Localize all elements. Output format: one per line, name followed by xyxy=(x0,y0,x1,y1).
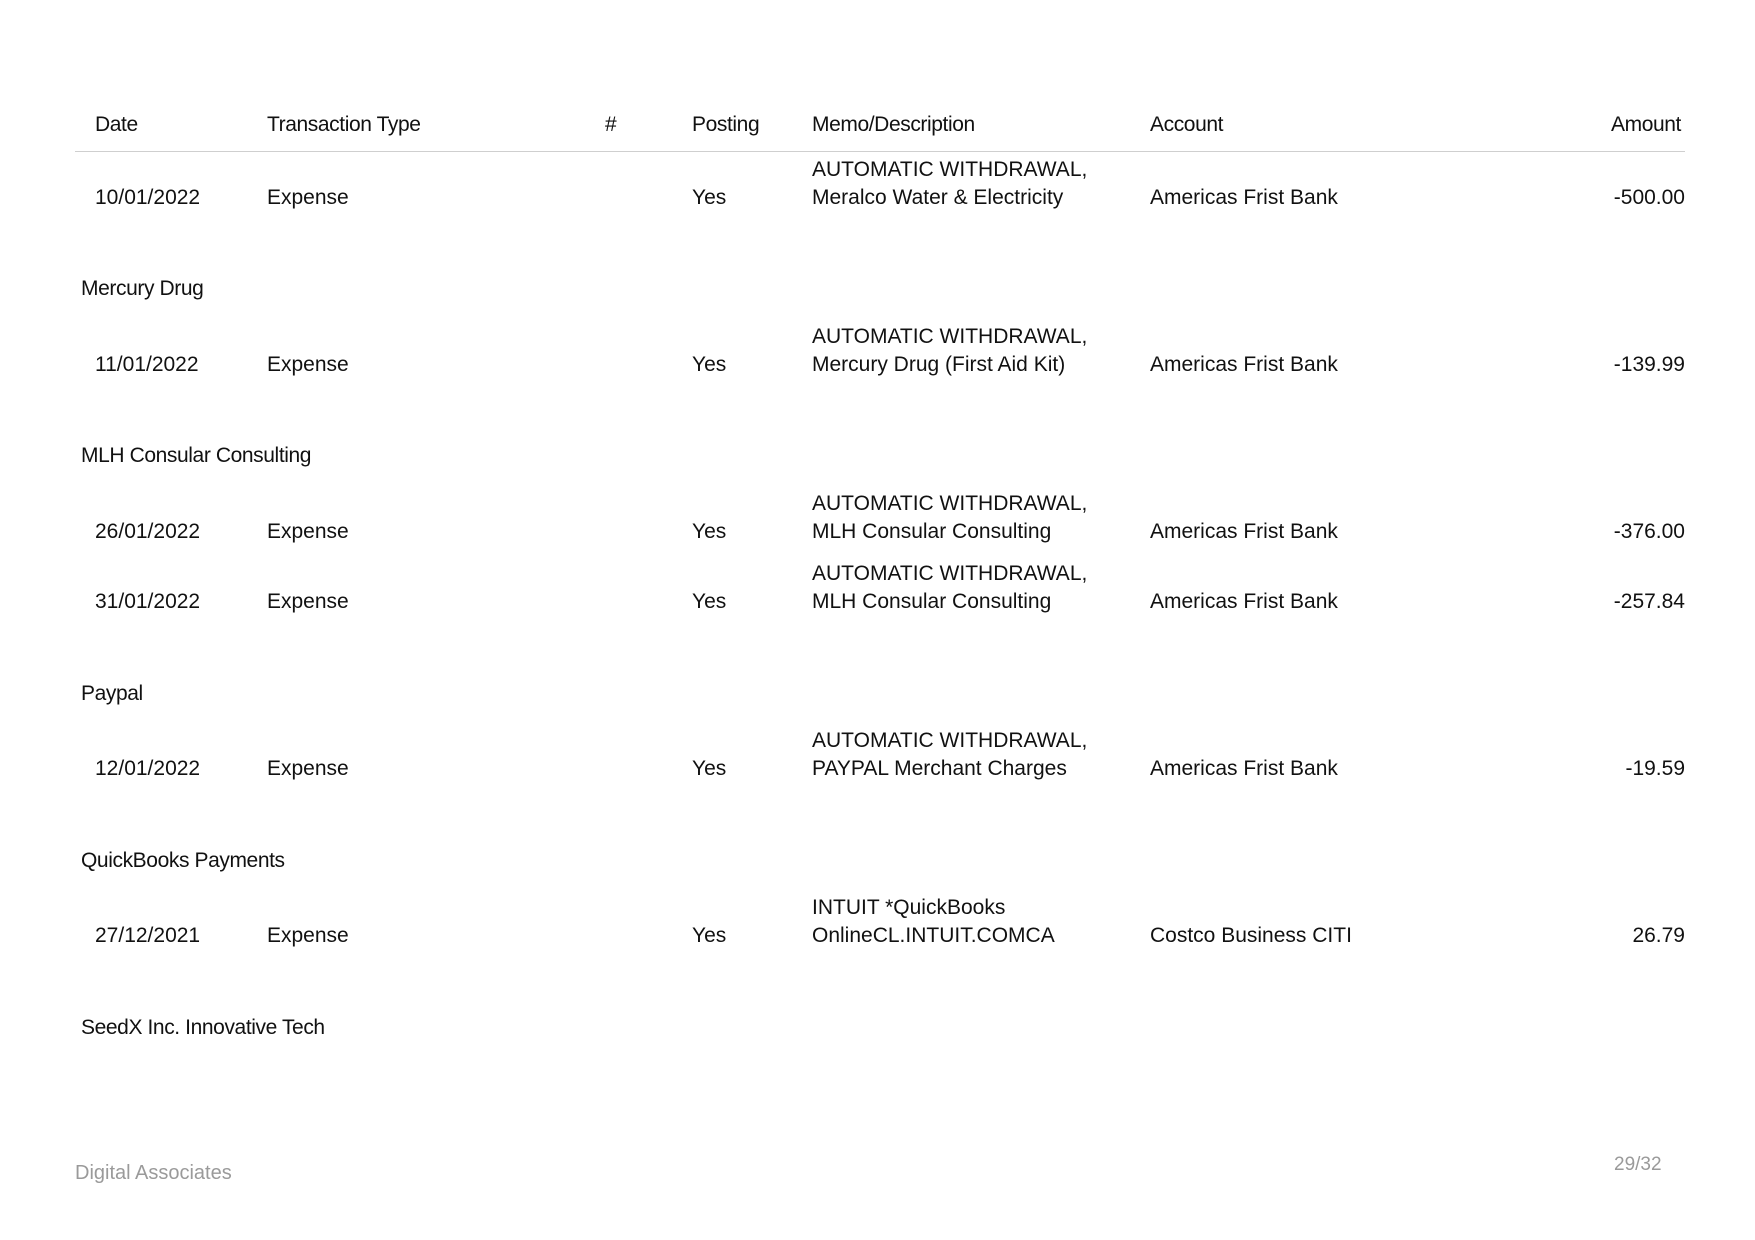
table-row xyxy=(75,889,1685,951)
column-header-memo: Memo/Description xyxy=(812,113,975,136)
cell-memo-line2: Meralco Water & Electricity xyxy=(812,186,1064,209)
cell-transaction-type: Expense xyxy=(267,520,349,543)
table-row xyxy=(75,722,1685,784)
table-row xyxy=(75,318,1685,380)
group-title-quickbooks-payments: QuickBooks Payments xyxy=(81,849,285,872)
table-header xyxy=(75,105,1685,152)
cell-memo-line1: AUTOMATIC WITHDRAWAL, xyxy=(812,158,1088,181)
cell-posting: Yes xyxy=(692,186,727,209)
cell-amount: -376.00 xyxy=(1613,520,1685,543)
cell-date: 12/01/2022 xyxy=(95,757,201,780)
table-row xyxy=(75,485,1685,547)
cell-memo-line2: Mercury Drug (First Aid Kit) xyxy=(812,353,1066,376)
cell-memo-line1: AUTOMATIC WITHDRAWAL, xyxy=(812,325,1088,348)
cell-account: Americas Frist Bank xyxy=(1150,757,1338,780)
group-title-mercury-drug: Mercury Drug xyxy=(81,277,204,300)
cell-memo-line1: INTUIT *QuickBooks xyxy=(812,896,1006,919)
cell-amount: -257.84 xyxy=(1613,590,1685,613)
cell-transaction-type: Expense xyxy=(267,757,349,780)
column-header-posting: Posting xyxy=(692,113,760,136)
cell-account: Americas Frist Bank xyxy=(1150,186,1338,209)
cell-account: Americas Frist Bank xyxy=(1150,520,1338,543)
table-row xyxy=(75,151,1685,213)
cell-amount: 26.79 xyxy=(1632,924,1685,947)
cell-account: Costco Business CITI xyxy=(1150,924,1352,947)
cell-transaction-type: Expense xyxy=(267,186,349,209)
cell-date: 31/01/2022 xyxy=(95,590,201,613)
footer-page-number: 29/32 xyxy=(1614,1154,1662,1175)
cell-transaction-type: Expense xyxy=(267,924,349,947)
cell-amount: -500.00 xyxy=(1613,186,1685,209)
cell-posting: Yes xyxy=(692,757,727,780)
cell-memo-line1: AUTOMATIC WITHDRAWAL, xyxy=(812,729,1088,752)
cell-memo-line1: AUTOMATIC WITHDRAWAL, xyxy=(812,562,1088,585)
cell-posting: Yes xyxy=(692,924,727,947)
cell-amount: -19.59 xyxy=(1625,757,1685,780)
column-header-account: Account xyxy=(1150,113,1224,136)
cell-posting: Yes xyxy=(692,590,727,613)
cell-memo-line2: OnlineCL.INTUIT.COMCA xyxy=(812,924,1055,947)
column-header-number: # xyxy=(605,113,617,136)
cell-posting: Yes xyxy=(692,353,727,376)
cell-posting: Yes xyxy=(692,520,727,543)
cell-memo-line2: PAYPAL Merchant Charges xyxy=(812,757,1067,780)
cell-account: Americas Frist Bank xyxy=(1150,590,1338,613)
column-header-date: Date xyxy=(95,113,138,136)
cell-transaction-type: Expense xyxy=(267,353,349,376)
group-title-paypal: Paypal xyxy=(81,682,143,705)
column-header-transaction-type: Transaction Type xyxy=(267,113,421,136)
footer-company-name: Digital Associates xyxy=(75,1162,232,1184)
table-row xyxy=(75,555,1685,617)
cell-amount: -139.99 xyxy=(1613,353,1685,376)
cell-date: 26/01/2022 xyxy=(95,520,201,543)
cell-transaction-type: Expense xyxy=(267,590,349,613)
group-title-mlh-consular-consulting: MLH Consular Consulting xyxy=(81,444,312,467)
cell-memo-line2: MLH Consular Consulting xyxy=(812,520,1052,543)
cell-account: Americas Frist Bank xyxy=(1150,353,1338,376)
cell-date: 11/01/2022 xyxy=(95,353,199,376)
cell-date: 10/01/2022 xyxy=(95,186,201,209)
cell-date: 27/12/2021 xyxy=(95,924,201,947)
cell-memo-line2: MLH Consular Consulting xyxy=(812,590,1052,613)
group-title-seedx-inc: SeedX Inc. Innovative Tech xyxy=(81,1016,325,1039)
cell-memo-line1: AUTOMATIC WITHDRAWAL, xyxy=(812,492,1088,515)
column-header-amount: Amount xyxy=(1611,113,1681,136)
